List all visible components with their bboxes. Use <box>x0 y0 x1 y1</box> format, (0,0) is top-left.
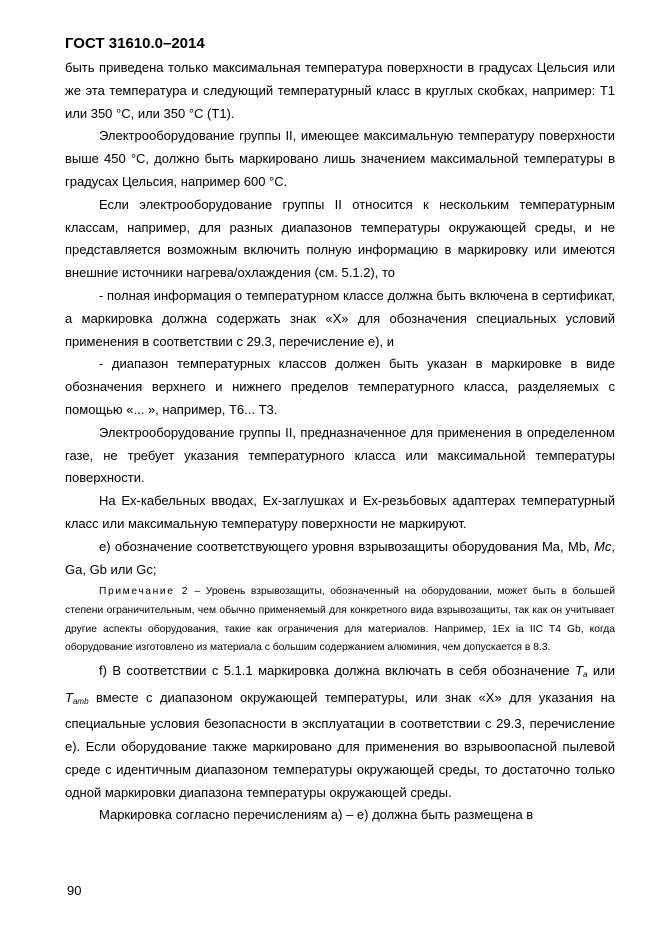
tamb-symbol: $T_{amb}$ <box>65 689 89 706</box>
epl-text-start: e) обозначение соответствующего уровня взрывозащиты оборудования Ma, Mb, <box>99 538 595 554</box>
ambient-text-start: f) В соответствии с 5.1.1 маркировка должна включать в себя обозначение <box>99 662 576 678</box>
note-label: Примечание 2 <box>99 586 190 598</box>
note-text: – Уровень взрывозащиты, обозначенный на оборудовании, может быть в большей степени ограничительным, чем обычно применяемый для конкретного вида взрывозащиты, так как он учитывает другие аспекты оборудования, такие как ограничения для материалов. Например, 1Ex ia IIC T4 Gb, когда оборудование изготовлено из материала с большим содержанием алюминия, чем допускается в 8.3. <box>65 586 616 654</box>
paragraph-specific-gas: Электрооборудование группы II, предназначенное для применения в определенном газе, не требует указания температурного класса или максимальной температуры поверхности. <box>65 424 615 486</box>
ta-symbol: $T_a$ <box>575 662 588 679</box>
note-2 <box>65 583 615 657</box>
list-item-ambient-temperature: f) В соответствии с 5.1.1 маркировка должна включать в себя обозначение $T_a$ или $T_{amb}$ вместе с диапазоном окружающей температуры, или знак «X» для указания на специальные условия безопасности в эксплуатации в соответствии с 29.3, перечисление е). Если оборудование также маркировано для применения во взрывоопасной пылевой среде с идентичным диапазоном температуры окружающей среды, то достаточно только одной маркировки диапазона температуры окружающей среды. <box>65 662 615 800</box>
list-item-equipment-protection-level <box>65 536 615 582</box>
list-item-full-information: - полная информация о температурном классе должна быть включена в сертификат, а маркировка должна содержать знак «X» для обозначения специальных условий применения в соответствии с 29.3, перечисление е), и <box>65 287 615 349</box>
list-item-temperature-range: - диапазон температурных классов должен быть указан в маркировке в виде обозначения верхнего и нижнего пределов температурного класса, разделяемых с помощью «... », например, Т6... Т3. <box>65 356 615 417</box>
document-page <box>65 34 615 827</box>
paragraph-multiple-temperature-classes: Если электрооборудование группы II относится к нескольким температурным классам, например, для разных диапазонов температуры окружающей среды, и не представляется возможным включить полную информацию в маркировку или имеются внешние источники нагрева/охлаждения (см. 5.1.2), то <box>65 196 615 281</box>
paragraph-temperature-marking: быть приведена только максимальная температура поверхности в градусах Цельсия или же эта температура и следующий температурный класс в круглых скобках, например: Т1 или 350 °С, или 350 °С (Т1). <box>65 60 615 121</box>
paragraph-cable-glands: На Ex-кабельных вводах, Ex-заглушках и Ex-резьбовых адаптерах температурный класс или максимальную температуру поверхности не маркируют. <box>65 493 615 531</box>
page-number: 90 <box>67 883 82 898</box>
paragraph-group-ii-above-450: Электрооборудование группы II, имеющее максимальную температуру поверхности выше 450 °С, должно быть маркировано лишь значением максимальной температуры в градусах Цельсия, например 600 °С. <box>65 128 615 189</box>
epl-mc-italic: Mc <box>594 538 612 554</box>
epl-text-end: , Ga, Gb или Gc; <box>65 538 615 577</box>
paragraph-marking-placement: Маркировка согласно перечислениям а) – е) должна быть размещена в <box>99 807 534 823</box>
document-standard-title: ГОСТ 31610.0–2014 <box>65 35 205 52</box>
ambient-text-end: вместе с диапазоном окружающей температуры, или знак «X» для указания на специальные условия безопасности в эксплуатации в соответствии с 29.3, перечисление е). Если оборудование также маркировано для применения во взрывоопасной пылевой среде с идентичным диапазоном температуры окружающей среды, то достаточно только одной маркировки диапазона температуры окружающей среды. <box>65 689 615 800</box>
